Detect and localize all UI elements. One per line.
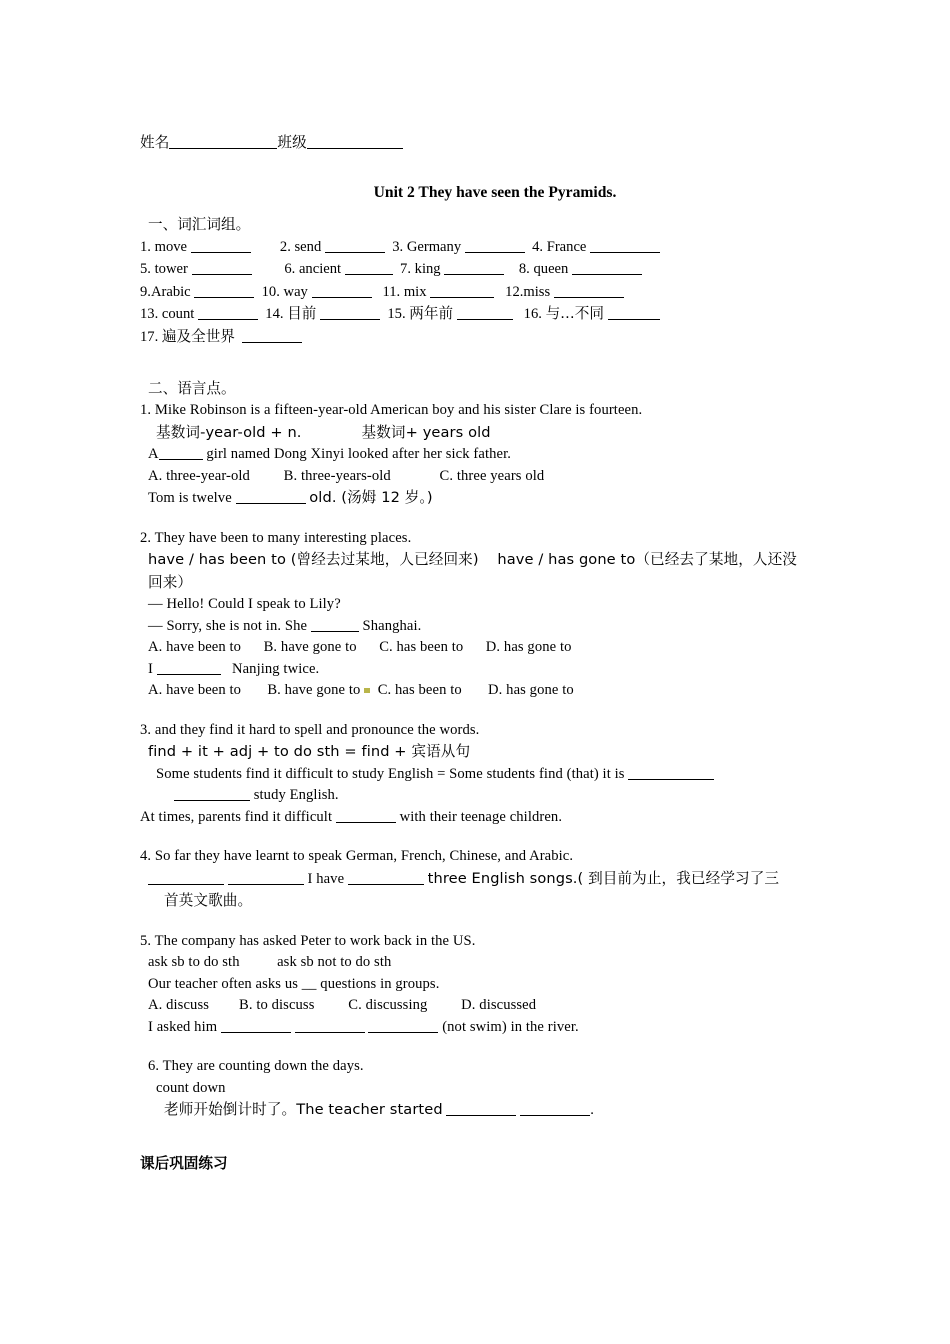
vocab-word: 两年前	[409, 305, 454, 322]
vocab-num: 6.	[284, 261, 296, 277]
answer-blank[interactable]	[295, 1019, 365, 1033]
vocab-word: queen	[533, 261, 569, 277]
option-d[interactable]: D. has gone to	[485, 639, 572, 655]
document-body	[140, 132, 810, 1173]
vocab-word: miss	[523, 283, 551, 300]
vocab-row	[140, 303, 810, 326]
vocab-word: count	[161, 306, 195, 322]
vocab-blank[interactable]	[465, 239, 525, 253]
option-c[interactable]: C. discussing	[348, 997, 428, 1013]
vocab-num: 11.	[382, 283, 401, 300]
vocab-word: France	[546, 238, 587, 255]
answer-blank[interactable]	[368, 1019, 438, 1033]
vocab-row	[140, 258, 810, 281]
answer-blank[interactable]	[159, 446, 203, 460]
name-label: 姓名	[140, 134, 170, 151]
vocab-blank[interactable]	[572, 261, 642, 275]
point-3-example-wrap: study English.	[140, 785, 810, 807]
vocab-num: 10.	[261, 283, 280, 300]
student-header	[140, 132, 810, 155]
vocab-blank[interactable]	[345, 261, 393, 275]
answer-blank[interactable]	[520, 1102, 590, 1116]
vocab-num: 8.	[518, 261, 530, 277]
vocab-num: 9.	[140, 283, 151, 300]
vocab-blank[interactable]	[198, 306, 258, 320]
section-1-heading: 一、词汇词组。	[148, 215, 251, 233]
option-a[interactable]: A. discuss	[148, 997, 209, 1013]
vocab-blank[interactable]	[325, 239, 385, 253]
answer-blank[interactable]	[348, 871, 424, 885]
point-5-question: Our teacher often asks us __ questions in groups.	[148, 975, 440, 992]
highlight-mark-icon	[364, 688, 370, 693]
vocab-num: 3.	[392, 238, 404, 255]
point-6-translation: 老师开始倒计时了。The teacher started .	[164, 1101, 594, 1118]
option-c[interactable]: C. has been to	[379, 639, 464, 655]
vocab-word: mix	[403, 283, 427, 300]
answer-blank[interactable]	[336, 809, 396, 823]
point-2-dialog-answer: — Sorry, she is not in. She Shanghai.	[148, 617, 422, 634]
vocab-word: Germany	[406, 238, 462, 255]
point-1-formulas: 基数词-year-old + n. 基数词+ years old	[156, 423, 491, 441]
vocab-row	[140, 281, 810, 304]
point-6-phrase: count down	[156, 1079, 226, 1096]
point-1-translation: Tom is twelve old. (汤姆 12 岁。)	[148, 489, 433, 506]
option-b[interactable]: B. have gone to	[267, 682, 361, 698]
vocab-blank[interactable]	[192, 261, 252, 275]
answer-blank[interactable]	[221, 1019, 291, 1033]
vocab-word: send	[294, 238, 322, 255]
point-3-practice: At times, parents find it difficult with their teenage children.	[140, 808, 563, 825]
vocab-blank[interactable]	[457, 306, 513, 320]
name-blank[interactable]	[169, 135, 277, 149]
section-2-heading: 二、语言点。	[148, 380, 236, 397]
option-a[interactable]: A. three-year-old	[148, 467, 250, 484]
point-2-dialog-question: — Hello! Could I speak to Lily?	[148, 596, 341, 612]
vocab-word: tower	[154, 261, 188, 277]
vocab-word: 与…不同	[545, 305, 604, 322]
point-6-sentence: 6. They are counting down the days.	[148, 1058, 364, 1074]
note-gone-to: have / has gone to（已经去了某地，人还没回来）	[148, 551, 797, 591]
point-1-sentence: 1. Mike Robinson is a fifteen-year-old American boy and his sister Clare is fourteen.	[140, 402, 643, 418]
point-3-sentence: 3. and they find it hard to spell and pronounce the words.	[140, 721, 480, 738]
vocab-blank[interactable]	[194, 284, 254, 298]
answer-blank[interactable]	[157, 661, 221, 675]
option-b[interactable]: B. have gone to	[263, 639, 357, 655]
option-b[interactable]: B. to discuss	[239, 997, 315, 1013]
answer-blank[interactable]	[446, 1102, 516, 1116]
vocab-row	[140, 326, 810, 349]
point-2-options-2	[140, 680, 810, 702]
vocab-num: 14.	[265, 306, 284, 322]
vocab-blank[interactable]	[608, 306, 660, 320]
vocab-blank[interactable]	[191, 239, 251, 253]
point-4-exercise: I have three English songs.( 到目前为止，我已经学习了三	[140, 868, 810, 891]
vocab-blank[interactable]	[590, 239, 660, 253]
answer-blank[interactable]	[148, 871, 224, 885]
point-1-options	[140, 466, 810, 488]
class-blank[interactable]	[307, 135, 403, 149]
vocab-num: 2.	[279, 238, 291, 255]
vocab-num: 7.	[400, 261, 411, 277]
option-a[interactable]: A. have been to	[148, 682, 242, 698]
vocab-blank[interactable]	[242, 329, 302, 343]
vocab-row	[140, 236, 810, 259]
note-been-to: have / has been to (曾经去过某地，人已经回来)	[148, 551, 479, 568]
option-a[interactable]: A. have been to	[148, 639, 242, 655]
point-5-sentence: 5. The company has asked Peter to work back in the US.	[140, 932, 476, 949]
vocab-num: 5.	[140, 261, 151, 277]
vocab-word: 目前	[287, 305, 317, 322]
answer-blank[interactable]	[174, 787, 250, 801]
vocab-word: move	[154, 238, 188, 255]
vocab-num: 16.	[523, 306, 542, 322]
point-2-options-1	[140, 637, 810, 659]
vocab-num: 17.	[140, 328, 159, 345]
vocab-num: 13.	[140, 306, 159, 322]
vocab-num: 4.	[532, 238, 544, 255]
vocab-word: ancient	[298, 261, 342, 277]
vocab-blank[interactable]	[444, 261, 504, 275]
option-b[interactable]: B. three-years-old	[283, 467, 391, 484]
vocab-num: 15.	[387, 306, 406, 322]
point-3-example: Some students find it difficult to study English = Some students find (that) it is	[140, 764, 802, 786]
vocab-word: king	[414, 261, 441, 277]
page-title: Unit 2 They have seen the Pyramids.	[373, 183, 617, 201]
answer-blank[interactable]	[236, 490, 306, 504]
vocab-num: 12.	[505, 283, 524, 300]
point-3-formula: find + it + adj + to do sth = find + 宾语从句	[148, 743, 471, 760]
option-d[interactable]: D. has gone to	[488, 682, 574, 698]
vocab-word: Arabic	[150, 283, 191, 300]
point-4-sentence: 4. So far they have learnt to speak German, French, Chinese, and Arabic.	[140, 848, 574, 864]
option-c[interactable]: C. three years old	[439, 467, 545, 484]
vocab-word: 遍及全世界	[161, 327, 235, 345]
vocab-num: 1.	[140, 238, 151, 255]
option-d[interactable]: D. discussed	[461, 997, 537, 1013]
vocab-blank[interactable]	[320, 306, 380, 320]
option-c[interactable]: C. has been to	[377, 682, 462, 698]
vocab-blank[interactable]	[312, 284, 372, 298]
point-5-fill: I asked him (not swim) in the river.	[148, 1018, 579, 1035]
vocab-blank[interactable]	[554, 284, 624, 298]
footer-heading: 课后巩固练习	[140, 1154, 228, 1172]
point-2-sentence: 2. They have been to many interesting places.	[140, 529, 412, 546]
point-4-text: So far they have learnt to speak German, French, Chinese, and Arabic.	[154, 848, 574, 864]
answer-blank[interactable]	[311, 618, 359, 632]
vocab-word: way	[283, 283, 308, 300]
answer-blank[interactable]	[628, 766, 714, 780]
point-1-question: A girl named Dong Xinyi looked after her sick father.	[148, 446, 511, 462]
point-2-fill: I Nanjing twice.	[148, 660, 320, 677]
point-2-notes	[140, 549, 810, 594]
answer-blank[interactable]	[228, 871, 304, 885]
point-5-formulas: ask sb to do sth ask sb not to do sth	[148, 954, 392, 970]
vocab-blank[interactable]	[430, 284, 494, 298]
class-label: 班级	[277, 134, 307, 151]
point-4-exercise-wrap: 首英文歌曲。	[164, 892, 253, 909]
point-5-options	[140, 995, 810, 1017]
